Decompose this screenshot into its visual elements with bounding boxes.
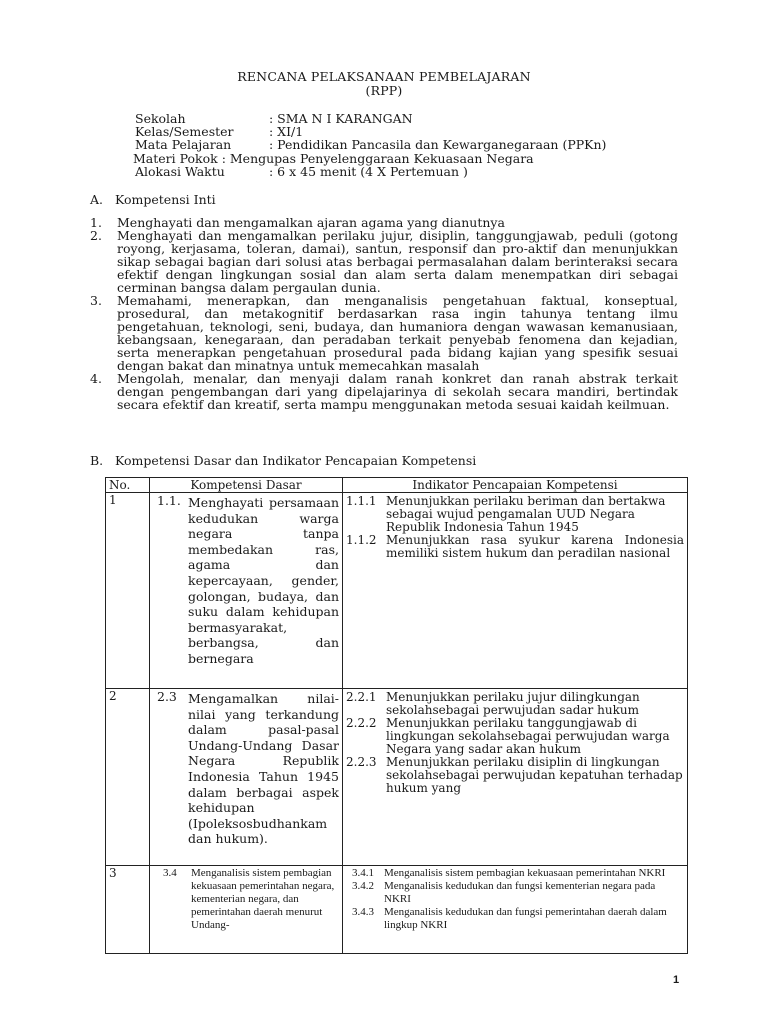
- table-row: [106, 493, 688, 689]
- list-item-number: 1.: [90, 215, 102, 230]
- mapel-label: Mata Pelajaran: [135, 137, 232, 152]
- section-a-title: Kompetensi Inti: [115, 192, 216, 207]
- materi-pokok: Materi Pokok : Mengupas Penyelenggaraan Kekuasaan Negara: [133, 151, 534, 166]
- kd-text: Menghayati persamaan kedudukan warga negara tanpa membedakan ras, agama dan kepercayaan, gender, golongan, budaya, dan suku dalam kehidupan bermasyarakat, berbangsa, dan bernegara: [188, 495, 339, 666]
- indicator-item: [346, 495, 684, 534]
- indicator-item: [346, 906, 684, 932]
- list-item-number: 4.: [90, 371, 102, 386]
- list-item: [90, 229, 678, 294]
- indicator-number: 3.4.2: [352, 880, 374, 892]
- indicator-number: 3.4.1: [352, 867, 374, 879]
- mapel-value: : Pendidikan Pancasila dan Kewarganegaraan (PPKn): [269, 137, 607, 152]
- page-number: 1: [673, 974, 680, 986]
- document-title: RENCANA PELAKSANAAN PEMBELAJARAN: [237, 69, 531, 84]
- kelas-value: : XI/1: [269, 124, 304, 139]
- list-item-text: Menghayati dan mengamalkan ajaran agama yang dianutnya: [117, 215, 505, 230]
- indicator-text: Menunjukkan perilaku disiplin di lingkungan sekolahsebagai perwujudan kepatuhan terhadap hukum yang: [386, 755, 683, 795]
- indicator-item: [346, 867, 684, 880]
- list-item-text: Menghayati dan mengamalkan perilaku jujur, disiplin, tanggungjawab, peduli (gotong royong, kerjasama, toleran, damai), santun, responsif dan pro-aktif dan menunjukkan sikap sebagai bagian dari solusi atas berbagai permasalahan dalam berinteraksi secara efektif dengan lingkungan sosial dan alam serta dalam menempatkan diri sebagai cerminan bangsa dalam pergaulan dunia.: [117, 228, 678, 295]
- document-subtitle: (RPP): [365, 83, 403, 98]
- kd-cell: [150, 493, 343, 689]
- indicator-number: 1.1.1: [346, 494, 377, 508]
- indicator-number: 2.2.2: [346, 716, 377, 730]
- table-row: [106, 866, 688, 954]
- indicator-text: Menganalisis kedudukan dan fungsi pemerintahan daerah dalam lingkup NKRI: [384, 906, 667, 931]
- kd-text: Mengamalkan nilai-nilai yang terkandung dalam pasal-pasal Undang-Undang Dasar Negara Republik Indonesia Tahun 1945 dalam berbagai aspek kehidupan (Ipoleksosbudhankam dan hukum).: [188, 691, 339, 847]
- indicator-item: [346, 756, 684, 795]
- header-no: No.: [106, 478, 150, 493]
- indicator-cell: [343, 866, 688, 954]
- kelas-label: Kelas/Semester: [135, 124, 234, 139]
- kd-ipk-table: [105, 477, 688, 954]
- indicator-item: [346, 534, 684, 560]
- row-number: 2: [106, 689, 150, 866]
- indicator-cell: [343, 493, 688, 689]
- indicator-number: 1.1.2: [346, 533, 377, 547]
- list-item: [90, 372, 678, 411]
- indicator-item: [346, 717, 684, 756]
- kd-number: 3.4: [163, 867, 177, 879]
- indicator-number: 3.4.3: [352, 906, 374, 918]
- kompetensi-inti-list: [90, 216, 678, 411]
- indicator-text: Menganalisis sistem pembagian kekuasaan pemerintahan NKRI: [384, 867, 666, 879]
- indicator-number: 2.2.1: [346, 690, 377, 704]
- table-row: [106, 689, 688, 866]
- indicator-text: Menunjukkan perilaku beriman dan bertakwa sebagai wujud pengamalan UUD Negara Republik Indonesia Tahun 1945: [386, 494, 666, 534]
- sekolah-label: Sekolah: [135, 111, 186, 126]
- header-indikator: Indikator Pencapaian Kompetensi: [343, 478, 688, 493]
- list-item-text: Mengolah, menalar, dan menyaji dalam ranah konkret dan ranah abstrak terkait dengan pengembangan dari yang dipelajarinya di sekolah secara mandiri, bertindak secara efektif dan kreatif, serta mampu menggunakan metoda sesuai kaidah keilmuan.: [117, 371, 678, 412]
- identity-block: [135, 111, 695, 181]
- section-a-heading: [90, 192, 216, 207]
- indicator-item: [346, 691, 684, 717]
- indicator-text: Menganalisis kedudukan dan fungsi kementerian negara pada NKRI: [384, 880, 656, 905]
- alokasi-value: : 6 x 45 menit (4 X Pertemuan ): [269, 164, 468, 179]
- indicator-text: Menunjukkan perilaku tanggungjawab di lingkungan sekolahsebagai perwujudan warga Negara yang sadar akan hukum: [386, 716, 670, 756]
- list-item-number: 3.: [90, 293, 102, 308]
- section-b-title: Kompetensi Dasar dan Indikator Pencapaian Kompetensi: [115, 453, 477, 468]
- section-b-letter: B.: [90, 453, 104, 468]
- section-b-heading: [90, 453, 476, 468]
- kd-text: Menganalisis sistem pembagian kekuasaan pemerintahan negara, kementerian negara, dan pemerintahan daerah menurut Undang-: [191, 867, 335, 931]
- kd-cell: [150, 866, 343, 954]
- indicator-text: Menunjukkan perilaku jujur dilingkungan sekolahsebagai perwujudan sadar hukum: [386, 690, 640, 717]
- list-item: [90, 294, 678, 372]
- kd-number: 1.1.: [157, 493, 181, 508]
- section-a-letter: A.: [90, 192, 104, 207]
- kd-number: 2.3: [157, 689, 177, 704]
- kd-cell: [150, 689, 343, 866]
- indicator-item: [346, 880, 684, 906]
- indicator-number: 2.2.3: [346, 755, 377, 769]
- indicator-cell: [343, 689, 688, 866]
- row-number: 3: [106, 866, 150, 954]
- sekolah-value: : SMA N I KARANGAN: [269, 111, 413, 126]
- header-kompetensi-dasar: Kompetensi Dasar: [150, 478, 343, 493]
- row-number: 1: [106, 493, 150, 689]
- alokasi-label: Alokasi Waktu: [135, 164, 225, 179]
- list-item-number: 2.: [90, 228, 102, 243]
- indicator-text: Menunjukkan rasa syukur karena Indonesia memiliki sistem hukum dan peradilan nasional: [386, 533, 684, 560]
- table-header-row: [106, 478, 688, 493]
- list-item-text: Memahami, menerapkan, dan menganalisis pengetahuan faktual, konseptual, prosedural, dan metakognitif berdasarkan rasa ingin tahunya tentang ilmu pengetahuan, teknologi, seni, budaya, dan humaniora dengan wawasan kemanusiaan, kebangsaan, kenegaraan, dan peradaban terkait penyebab fenomena dan kejadian, serta menerapkan pengetahuan prosedural pada bidang kajian yang spesifik sesuai dengan bakat dan minatnya untuk memecahkan masalah: [117, 293, 678, 373]
